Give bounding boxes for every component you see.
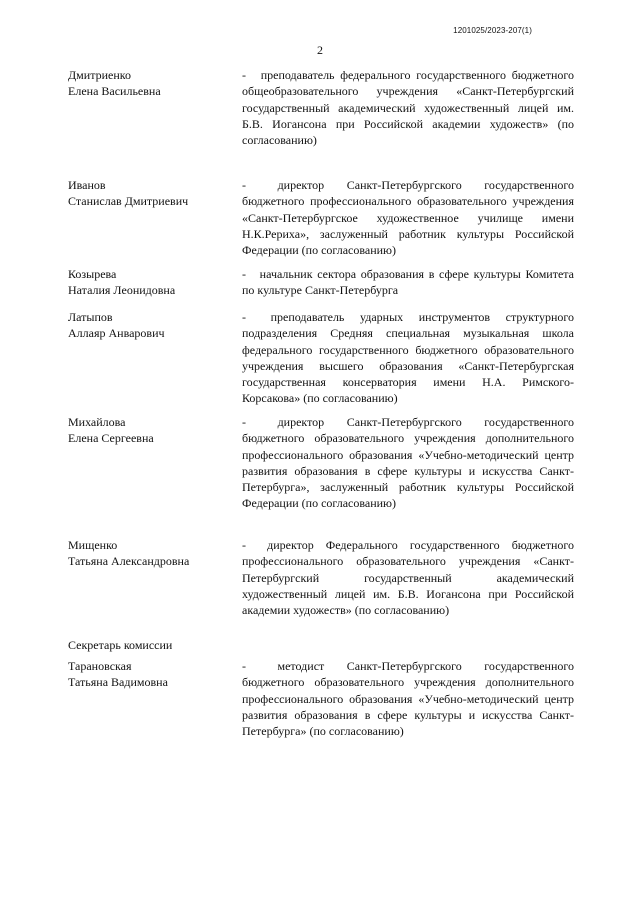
member-name — [68, 414, 238, 447]
member-name — [68, 266, 238, 299]
member-position — [242, 414, 574, 512]
member-name — [68, 658, 238, 691]
member-name — [68, 309, 238, 342]
dash-separator: - — [242, 267, 246, 281]
member-position-text: методист Санкт-Петербургского государственного бюджетного образовательного учреждения дополнительного профессионального образования «Учебно-методический центр развития образования в сфере культуры и искусства Санкт-Петербурга» (по согласованию) — [242, 659, 574, 739]
member-given-names: Татьяна Вадимовна — [68, 675, 168, 690]
member-position-text: директор Санкт-Петербургского государственного бюджетного образовательного учреждения дополнительного профессионального образования «Учебно-методический центр развития образования в сфере культуры и искусства Санкт-Петербурга», заслуженный работник культуры Российской Федерации (по согласованию) — [242, 415, 574, 511]
member-position-text: преподаватель ударных инструментов структурного подразделения Средняя специальная музыкальная школа федерального государственного бюджетного образовательного учреждения высшего образования «Санкт-Петербургская государственная консерватория имени Н.А. Римского-Корсакова» (по согласованию) — [242, 310, 575, 406]
member-position-text: директор Санкт-Петербургского государственного бюджетного профессионального образовательного учреждения «Санкт-Петербургское художественное училище имени Н.К.Рериха», заслуженный работник культуры Российской Федерации (по согласованию) — [242, 178, 574, 258]
member-surname: Мищенко — [68, 538, 118, 552]
member-given-names: Елена Васильевна — [68, 84, 161, 99]
member-position — [242, 537, 574, 618]
member-given-names: Наталия Леонидовна — [68, 283, 176, 298]
member-surname: Михайлова — [68, 415, 126, 429]
member-position-text: преподаватель федерального государственного бюджетного общеобразовательного учреждения «Санкт-Петербургский государственный академический художественный лицей им. Б.В. Иогансона при Российской академии художеств» (по согласованию) — [242, 68, 575, 148]
member-surname: Иванов — [68, 178, 106, 192]
member-position — [242, 177, 574, 258]
member-name — [68, 67, 238, 100]
member-given-names: Станислав Дмитриевич — [68, 194, 189, 209]
member-position — [242, 67, 574, 148]
dash-separator: - — [242, 310, 246, 324]
member-surname: Латыпов — [68, 310, 113, 324]
member-surname: Дмитриенко — [68, 68, 131, 82]
member-name — [68, 177, 238, 210]
dash-separator: - — [242, 415, 246, 429]
member-position — [242, 309, 574, 407]
member-position-text: директор Федерального государственного бюджетного профессионального образовательного учреждения «Санкт-Петербургский государственный академический художественный лицей им. Б.В. Иогансона при Российской академии художеств» (по согласованию) — [242, 538, 575, 618]
member-surname: Козырева — [68, 267, 117, 281]
member-name — [68, 537, 238, 570]
dash-separator: - — [242, 659, 246, 673]
dash-separator: - — [242, 538, 246, 552]
member-position-text: начальник сектора образования в сфере культуры Комитета по культуре Санкт-Петербурга — [242, 267, 575, 298]
member-position — [242, 658, 574, 739]
dash-separator: - — [242, 178, 246, 192]
secretary-heading: Секретарь комиссии — [68, 638, 173, 652]
member-position — [242, 266, 574, 299]
page-number: 2 — [317, 43, 323, 57]
member-given-names: Елена Сергеевна — [68, 431, 154, 446]
member-surname: Тарановская — [68, 659, 132, 673]
member-given-names: Татьяна Александровна — [68, 554, 190, 569]
document-reference-number: 1201025/2023-207(1) — [453, 26, 532, 35]
member-given-names: Аллаяр Анварович — [68, 326, 165, 341]
dash-separator: - — [242, 68, 246, 82]
